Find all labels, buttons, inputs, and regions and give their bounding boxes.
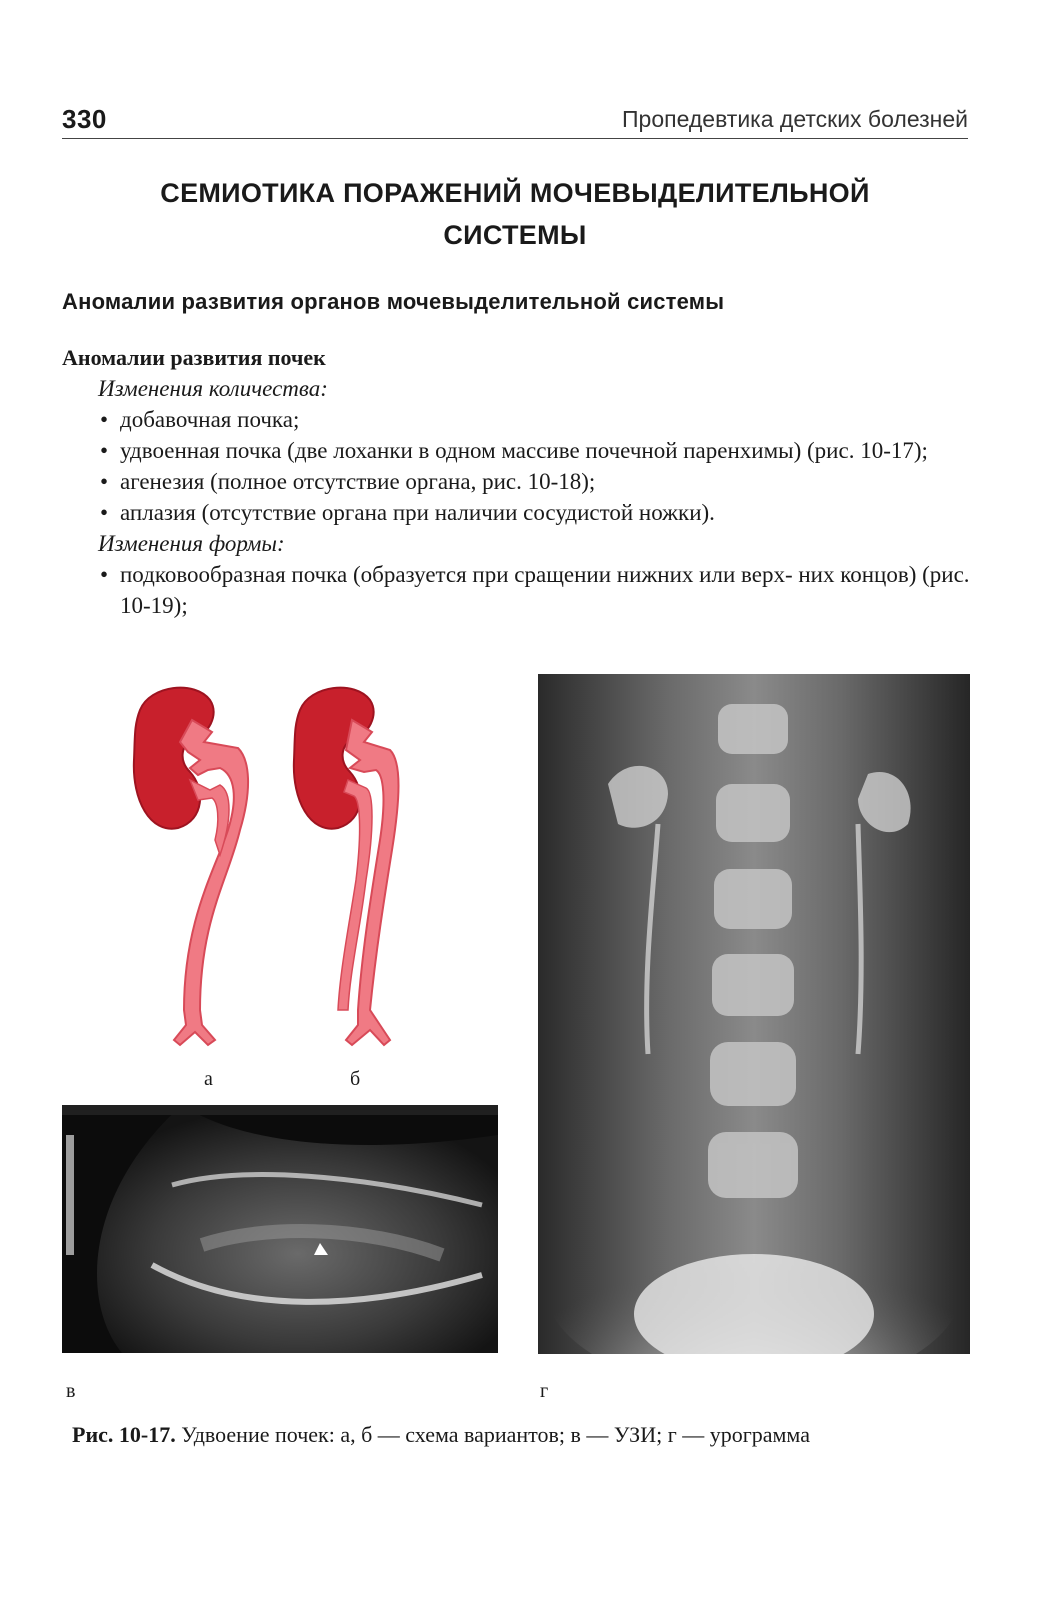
panel-label-b: б: [350, 1068, 361, 1090]
running-title: Пропедевтика детских болезней: [622, 106, 968, 132]
list-item: • удвоенная почка (две лоханки в одном массиве почечной паренхимы) (рис. 10-17);: [100, 438, 928, 463]
body-text: [62, 342, 972, 621]
chapter-title: [62, 172, 968, 256]
subsection-title: Аномалии развития почек: [62, 345, 326, 370]
kidney-scheme-figure: [120, 680, 420, 1060]
ultrasound-image: [62, 1105, 498, 1353]
kidney-scheme-a: [134, 688, 248, 1045]
list-item: • добавочная почка;: [100, 407, 300, 432]
panel-label-g: г: [540, 1380, 549, 1402]
chapter-title-line-1: СЕМИОТИКА ПОРАЖЕНИЙ МОЧЕВЫДЕЛИТЕЛЬНОЙ: [160, 178, 870, 208]
list-item: • подковообразная почка (образуется при сращении нижних или верх- них концов) (рис. 10-19);: [100, 562, 970, 618]
group-shape-heading: Изменения формы:: [98, 531, 285, 556]
section-title: Аномалии развития органов мочевыделительной системы: [62, 289, 725, 314]
chapter-title-line-2: СИСТЕМЫ: [443, 220, 587, 250]
group-quantity-heading: Изменения количества:: [98, 376, 328, 401]
urogram-image: [538, 674, 970, 1354]
panel-label-v: в: [66, 1380, 76, 1402]
figure-caption: [72, 1422, 810, 1448]
list-item: • агенезия (полное отсутствие органа, рис. 10-18);: [100, 469, 596, 494]
caption-label: Рис. 10-17.: [72, 1422, 176, 1447]
list-item: • аплазия (отсутствие органа при наличии сосудистой ножки).: [100, 500, 715, 525]
panel-label-a: а: [204, 1068, 213, 1090]
caption-text: Удвоение почек: а, б — схема вариантов; в — УЗИ; г — урограмма: [175, 1422, 810, 1447]
kidney-scheme-b: [294, 688, 399, 1045]
header-rule: [62, 138, 968, 139]
page-number: 330: [62, 104, 107, 134]
